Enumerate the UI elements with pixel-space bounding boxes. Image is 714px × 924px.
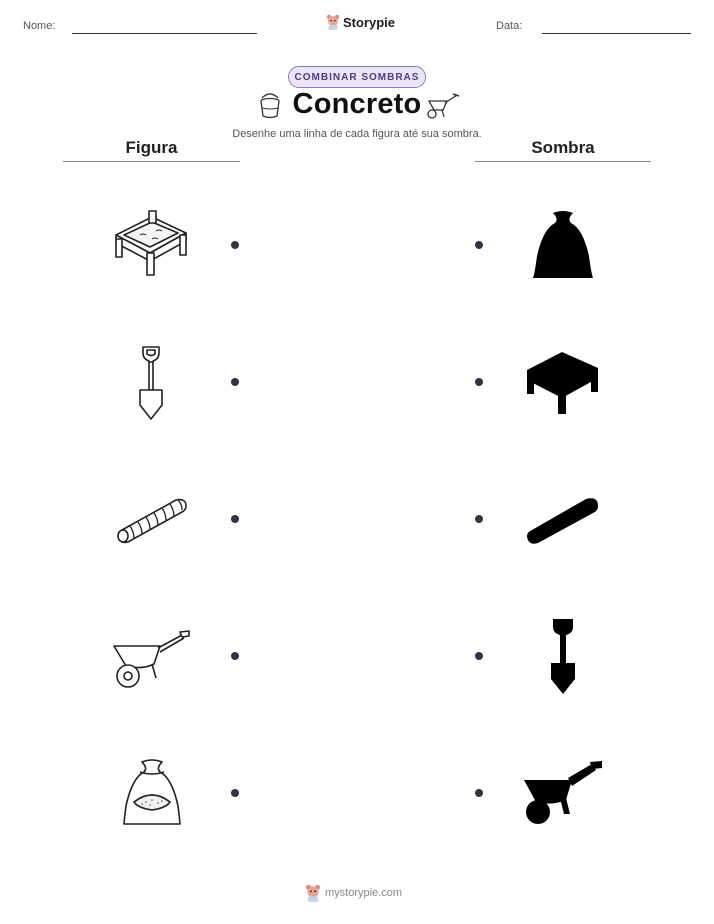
shovel-shadow-icon — [548, 617, 578, 695]
rebar-shadow-icon — [522, 490, 602, 548]
figure-dot-2[interactable] — [231, 378, 239, 386]
date-label: Data: — [496, 20, 523, 32]
footer-site[interactable]: mystorypie.com — [325, 887, 403, 899]
shadow-dot-4[interactable] — [475, 652, 483, 660]
figure-dot-4[interactable] — [231, 652, 239, 660]
sandbox-frame-icon — [112, 209, 190, 279]
figure-dot-5[interactable] — [231, 789, 239, 797]
figure-column-heading: Figura — [125, 138, 178, 157]
shadow-dot-3[interactable] — [475, 515, 483, 523]
figure-dot-1[interactable] — [231, 241, 239, 249]
bear-icon — [326, 14, 340, 30]
wheelbarrow-shadow-icon — [522, 760, 604, 826]
brand-logo — [326, 14, 395, 30]
name-line[interactable] — [72, 33, 257, 34]
shadow-dot-1[interactable] — [475, 241, 483, 249]
shovel-icon — [136, 345, 166, 420]
shadow-dot-2[interactable] — [475, 378, 483, 386]
footer — [305, 884, 402, 902]
date-line[interactable] — [542, 33, 691, 34]
cement-bag-shadow-icon — [531, 210, 595, 280]
shadow-column-rule — [475, 161, 651, 162]
activity-badge: COMBINAR SOMBRAS — [288, 66, 426, 88]
figure-column-rule — [63, 161, 240, 162]
brand-name: Storypie — [343, 14, 396, 30]
instructions: Desenhe uma linha de cada figura até sua sombra. — [232, 128, 482, 140]
sandbox-frame-shadow-icon — [524, 348, 602, 416]
cement-bag-icon — [120, 758, 184, 830]
shadow-dot-5[interactable] — [475, 789, 483, 797]
wheelbarrow-icon — [426, 92, 460, 120]
rebar-icon — [112, 490, 192, 548]
wheelbarrow-figure-icon — [112, 628, 192, 690]
page-title: Concreto — [292, 88, 422, 120]
shadow-column-heading: Sombra — [531, 138, 595, 157]
name-label: Nome: — [23, 20, 56, 32]
bear-icon — [305, 884, 321, 902]
figure-dot-3[interactable] — [231, 515, 239, 523]
bucket-icon — [257, 92, 283, 120]
